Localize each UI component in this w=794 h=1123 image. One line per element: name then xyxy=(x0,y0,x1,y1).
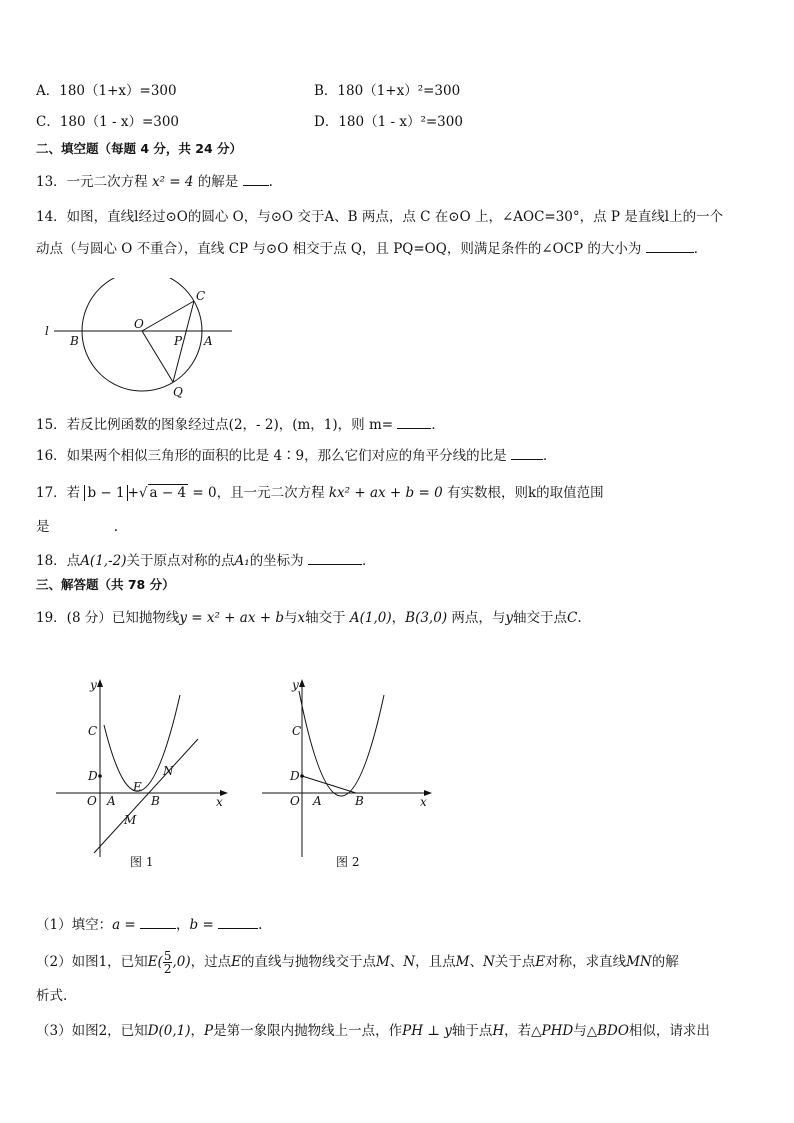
q17-radicand: a − 4 xyxy=(149,485,187,501)
p3-t6: 相似，请求出 xyxy=(628,1023,710,1039)
p2-e: E xyxy=(231,954,241,970)
question-13: 13．一元二次方程 x² = 4 的解是 . xyxy=(36,171,273,192)
q16-text: 16．如果两个相似三角形的面积的比是 4∶9，那么它们对应的角平分线的比是 xyxy=(36,448,507,464)
q18-pre: 18．点 xyxy=(36,553,81,569)
segment-oc xyxy=(142,301,194,331)
q19-mid1: 与 xyxy=(283,610,298,626)
answer-blank[interactable] xyxy=(243,171,269,186)
answer-blank[interactable] xyxy=(511,445,543,460)
label-m: M xyxy=(124,813,137,827)
label-a: A xyxy=(204,334,213,348)
section-2-title: 二、填空题（每题 4 分，共 24 分） xyxy=(36,141,243,156)
q19-point-a: A(1,0) xyxy=(349,610,392,626)
fraction-denominator: 2 xyxy=(163,962,172,976)
question-19 xyxy=(36,608,582,628)
parabola xyxy=(299,691,384,796)
section-3-title: 三、解答题（共 78 分） xyxy=(36,577,175,592)
q17-line2-text: 是 xyxy=(36,519,50,535)
point-d xyxy=(300,774,304,778)
label-c: C xyxy=(292,724,302,738)
p1-pre: （1）填空： xyxy=(36,917,113,933)
question-18: 18．点A(1,-2)关于原点对称的点A₁的坐标为 ． xyxy=(36,550,375,571)
q17-post1: = 0，且一元二次方程 xyxy=(192,485,325,501)
q19-x: x xyxy=(297,610,306,626)
label-e: E xyxy=(133,780,142,794)
answer-blank[interactable] xyxy=(397,414,431,429)
q18-point: A(1,-2) xyxy=(80,553,127,569)
q19-mid2: 轴交于 xyxy=(305,610,346,626)
q17-post2: 有实数根，则k的取值范围 xyxy=(446,485,604,501)
p2-t6: 对称，求直线 xyxy=(545,954,627,970)
choice-b: B．180（1+x）²=300 xyxy=(314,83,461,99)
question-14-line2: 动点（与圆心 O 不重合），直线 CP 与⊙O 相交于点 Q，且 PQ=OQ，则满足条件的∠OCP 的大小为 ． xyxy=(36,238,707,259)
q19-end: . xyxy=(577,610,582,626)
segment-oq xyxy=(142,331,173,382)
q13-post: 的解是 xyxy=(197,174,239,190)
fraction-numerator: 5 xyxy=(163,949,172,963)
q17-equation: kx² + ax + b = 0 xyxy=(328,485,443,501)
p2-m: M xyxy=(375,954,390,970)
label-q: Q xyxy=(173,385,183,399)
label-y: y xyxy=(90,678,97,692)
p3-h: H xyxy=(492,1023,505,1039)
label-p: P xyxy=(174,334,183,348)
q19-pre: 19．(8 分）已知抛物线 xyxy=(36,610,180,626)
p2-e2: E xyxy=(535,954,546,970)
p3-p: P xyxy=(204,1023,214,1039)
p3-tri1: △PHD xyxy=(531,1023,574,1039)
q17-plus: + xyxy=(127,485,139,501)
question-17: 17．若 b − 1 +√ a − 4 = 0，且一元二次方程 kx² + ax + b = 0 有实数根，则k的取值范围 xyxy=(36,485,604,501)
label-c: C xyxy=(196,289,206,303)
label-d: D xyxy=(88,769,98,783)
p3-d: D(0,1) xyxy=(147,1023,191,1039)
p3-pre: （3）如图2，已知 xyxy=(36,1023,148,1039)
figure-2-caption: 图 2 xyxy=(336,855,360,869)
p2-m2: M xyxy=(455,954,470,970)
q19-figure-2 xyxy=(258,673,438,873)
point-d xyxy=(98,774,102,778)
q15-text: 15．若反比例函数的图象经过点(2，- 2)，(m，1)，则 m= xyxy=(36,417,394,433)
p2-t3: 、 xyxy=(389,954,404,970)
label-x: x xyxy=(216,795,223,809)
p3-t5: 与 xyxy=(573,1023,587,1039)
q18-post: 的坐标为 xyxy=(249,553,304,569)
p3-ph: PH ⊥ y xyxy=(402,1023,452,1039)
p3-t4: ，若 xyxy=(504,1023,532,1039)
q13-pre: 13．一元二次方程 xyxy=(36,174,148,190)
p2-pre: （2）如图1，已知 xyxy=(36,954,148,970)
q19-figure-1 xyxy=(52,673,232,873)
fraction-5-2 xyxy=(163,950,173,975)
q19-part-2 xyxy=(36,950,679,975)
q19-part-1 xyxy=(36,914,262,935)
q18-point2: A₁ xyxy=(234,553,250,569)
label-b: B xyxy=(151,794,160,808)
label-l: l xyxy=(45,324,49,338)
label-x: x xyxy=(420,795,427,809)
question-14-line1: 14．如图，直线l经过⊙O的圆心 O，与⊙O 交于A、B 两点，点 C 在⊙O 上，∠AOC=30°，点 P 是直线l上的一个 xyxy=(36,209,724,225)
q19-sep: ， xyxy=(391,610,406,626)
label-c: C xyxy=(88,724,98,738)
answer-blank[interactable] xyxy=(646,238,694,253)
p2-n2: N xyxy=(482,954,495,970)
label-d: D xyxy=(290,769,300,783)
q19-mid3: 两点，与 xyxy=(451,610,506,626)
q18-mid: 关于原点对称的点 xyxy=(126,553,235,569)
y-axis-arrow xyxy=(299,679,305,687)
label-n: N xyxy=(163,764,174,778)
p2-e-open: E( xyxy=(147,954,163,970)
label-o: O xyxy=(134,317,144,331)
p2-t1: ，过点 xyxy=(190,954,232,970)
figure-1-caption: 图 1 xyxy=(130,855,154,869)
p2-t7: 的解 xyxy=(651,954,679,970)
y-axis-arrow xyxy=(97,679,103,687)
choice-c: C．180（1 - x）=300 xyxy=(36,114,180,130)
label-o: O xyxy=(87,794,97,808)
q19-point-b: B(3,0) xyxy=(405,610,448,626)
p1-end: . xyxy=(258,917,263,933)
p1-b: b = xyxy=(189,917,214,933)
p3-t1: ， xyxy=(190,1023,205,1039)
q19-part-2-line2: 析式. xyxy=(36,988,68,1004)
q19-part-3 xyxy=(36,1021,710,1041)
q17-abs-value: b − 1 xyxy=(84,485,127,501)
q19-equation: y = x² + ax + b xyxy=(179,610,284,626)
q14-text: 动点（与圆心 O 不重合），直线 CP 与⊙O 相交于点 Q，且 PQ=OQ，则满足条件的∠OCP 的大小为 xyxy=(36,241,642,257)
p2-t2: 的直线与抛物线交于点 xyxy=(240,954,376,970)
label-a: A xyxy=(107,794,116,808)
choice-a: A．180（1+x）=300 xyxy=(36,83,177,99)
p3-t3: 轴于点 xyxy=(451,1023,493,1039)
question-15: 15．若反比例函数的图象经过点(2，- 2)，(m，1)，则 m= ． xyxy=(36,414,445,435)
p2-n: N xyxy=(403,954,416,970)
p3-tri2: △BDO xyxy=(586,1023,629,1039)
q14-circle-figure xyxy=(40,278,240,402)
label-a: A xyxy=(313,794,322,808)
choice-d: D．180（1 - x）²=300 xyxy=(314,114,463,130)
answer-blank[interactable] xyxy=(308,550,362,565)
circle-o xyxy=(82,278,202,391)
question-16: 16．如果两个相似三角形的面积的比是 4∶9，那么它们对应的角平分线的比是 ． xyxy=(36,445,556,466)
q17-pre: 17．若 xyxy=(36,485,81,501)
p2-mn: MN xyxy=(626,954,652,970)
p2-t5: 关于点 xyxy=(494,954,536,970)
p3-t2: 是第一象限内抛物线上一点，作 xyxy=(213,1023,403,1039)
segment-db xyxy=(302,776,356,793)
q19-post: 轴交于点 xyxy=(513,610,568,626)
p2-t4: ，且点 xyxy=(415,954,456,970)
p1-a: a = xyxy=(112,917,136,933)
label-b: B xyxy=(355,794,364,808)
answer-blank-b[interactable] xyxy=(218,914,258,929)
label-y: y xyxy=(292,678,299,692)
answer-blank-a[interactable] xyxy=(140,914,176,929)
question-17-line2: 是 . xyxy=(36,519,119,535)
p2-t3b: 、 xyxy=(469,954,483,970)
q19-y: y xyxy=(505,610,514,626)
label-b: B xyxy=(70,334,79,348)
p1-sep: ， xyxy=(176,917,190,933)
q19-point-c: C xyxy=(567,610,578,626)
p2-e-close: ,0) xyxy=(172,954,191,970)
label-o: O xyxy=(290,794,300,808)
q13-equation: x² = 4 xyxy=(151,174,194,190)
